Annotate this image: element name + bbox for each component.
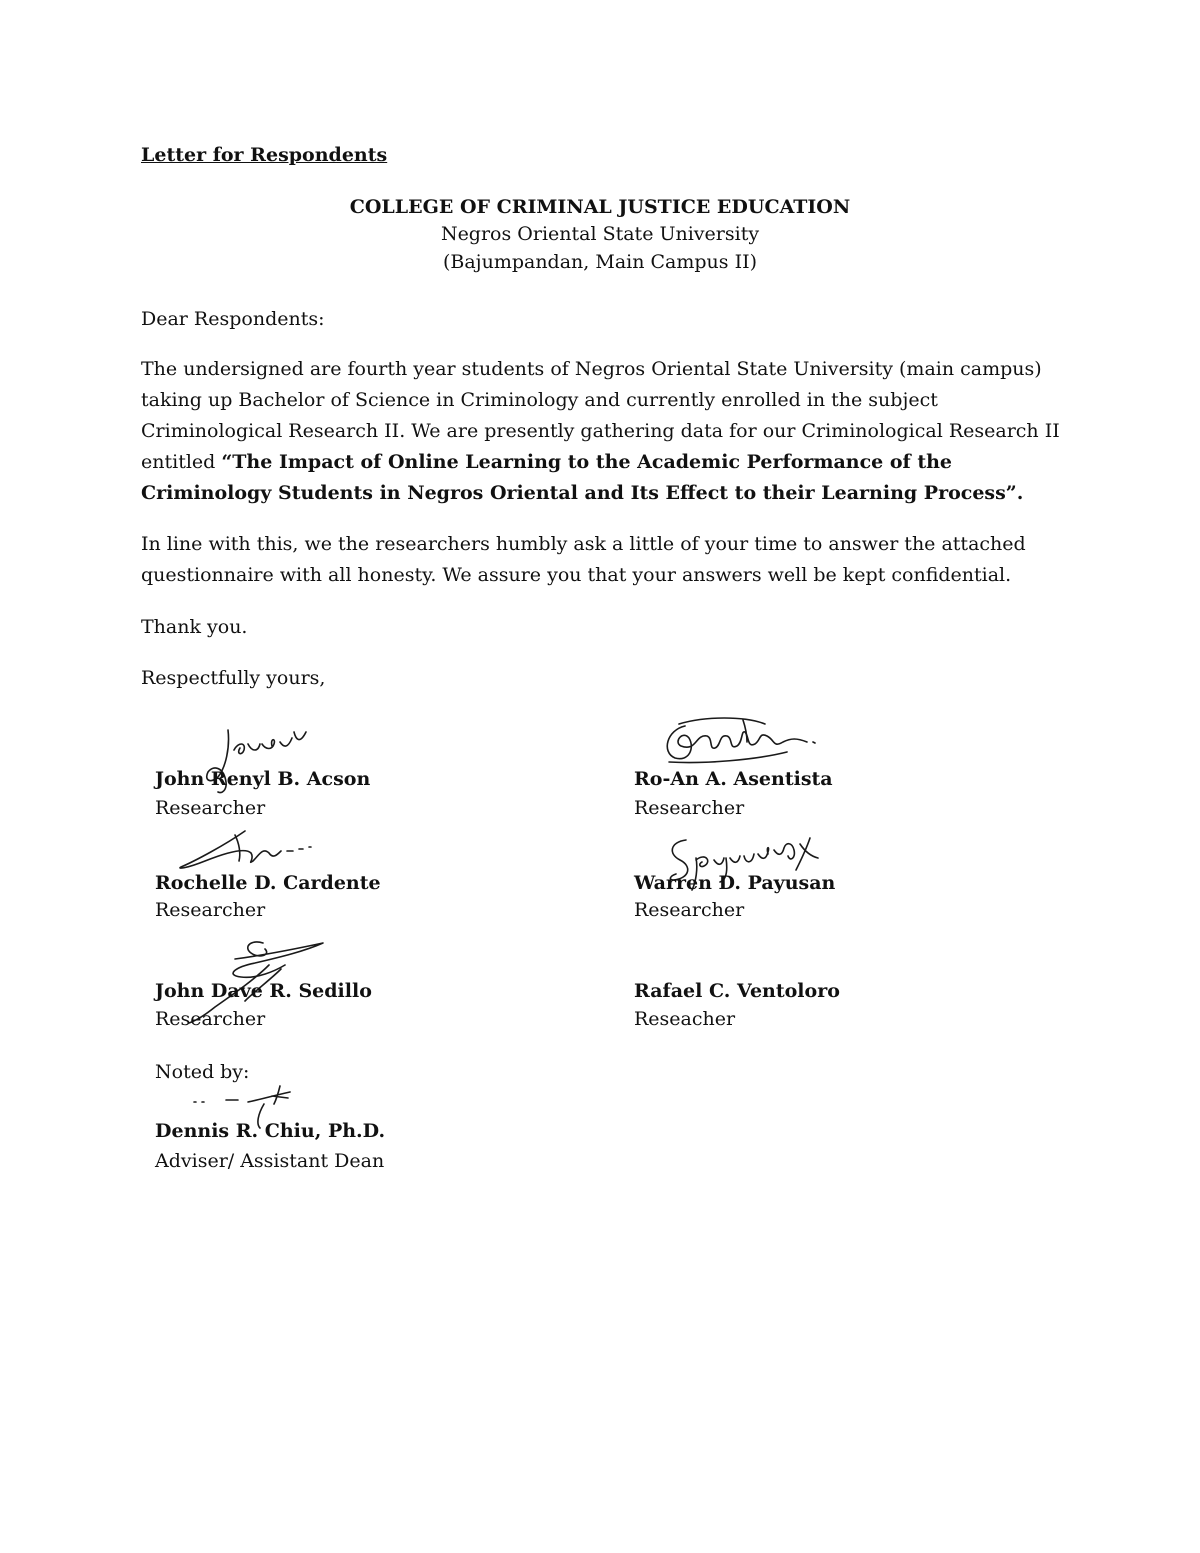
college-name: COLLEGE OF CRIMINAL JUSTICE EDUCATION [349, 196, 851, 218]
salutation: Dear Respondents: [141, 308, 325, 330]
signatory-5-role: Researcher [155, 1008, 266, 1030]
signatory-4-role: Researcher [634, 899, 745, 921]
signatory-1-name: John Renyl B. Acson [155, 768, 371, 790]
campus-name: (Bajumpandan, Main Campus II) [442, 251, 757, 273]
university-name: Negros Oriental State University [440, 223, 760, 245]
noted-by-label: Noted by: [155, 1061, 250, 1083]
signatory-4-name: Warren D. Payusan [634, 872, 836, 894]
research-title: “The Impact of Online Learning to the Academic Performance of the Criminology Students in Negros Oriental and Its Effect to their Learning Process”. [141, 451, 1024, 504]
signatory-5-name: John Dave R. Sedillo [155, 980, 372, 1002]
signatory-6-role: Reseacher [634, 1008, 736, 1030]
thanks-line: Thank you. [141, 616, 248, 638]
body-paragraph-2: In line with this, we the researchers humbly ask a little of your time to answer the attached questionnaire with all honesty. We assure you that your answers well be kept confidential. [141, 533, 1026, 586]
adviser-name: Dennis R. Chiu, Ph.D. [155, 1120, 386, 1142]
signatory-3-role: Researcher [155, 899, 266, 921]
adviser-role: Adviser/ Assistant Dean [155, 1150, 385, 1172]
signatory-6-name: Rafael C. Ventoloro [634, 980, 840, 1002]
signatory-1-role: Researcher [155, 797, 266, 819]
signatory-3-name: Rochelle D. Cardente [155, 872, 381, 894]
body-paragraph-1 [141, 354, 1061, 509]
signatory-2-name: Ro-An A. Asentista [634, 768, 833, 790]
letter-heading: Letter for Respondents [141, 144, 388, 166]
closing-line: Respectfully yours, [141, 667, 326, 689]
paragraph-1-intro: The undersigned are fourth year students of Negros Oriental State University (main campus) taking up Bachelor of Science in Criminology and currently enrolled in the subject Criminological Research II. We are presently gathering data for our Criminological Research II entitled [141, 358, 1060, 473]
signatory-2-role: Researcher [634, 797, 745, 819]
